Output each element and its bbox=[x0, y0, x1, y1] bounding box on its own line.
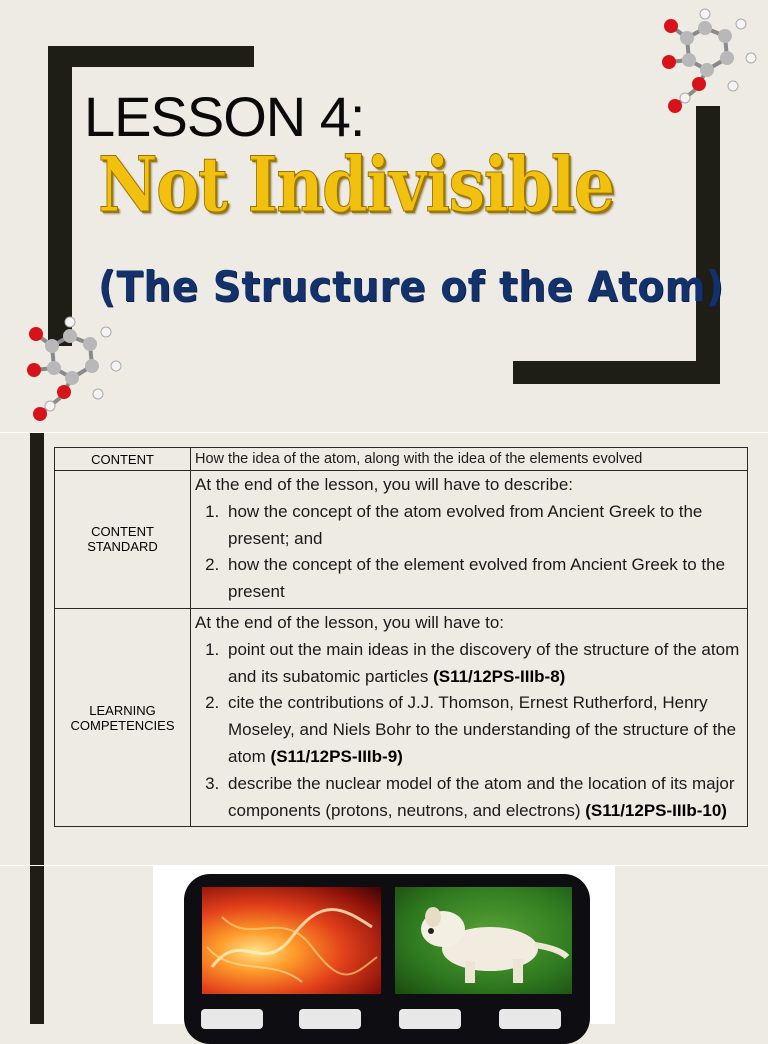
left-accent-bar bbox=[30, 866, 44, 1024]
competency-code: (S11/12PS-IIIb-9) bbox=[270, 746, 403, 766]
list-item: 1. point out the main ideas in the discovery of the structure of the atom and its subatomic particles (S11/12PS-IIIb-8) bbox=[224, 637, 743, 691]
list-item: 3. describe the nuclear model of the atom and the location of its major components (protons, neutrons, and electrons) (S11/12PS-IIIb-10) bbox=[224, 771, 743, 825]
table-row bbox=[55, 608, 748, 826]
content-label: CONTENT bbox=[55, 448, 191, 471]
learning-competencies-value bbox=[191, 608, 748, 826]
fire-image bbox=[202, 887, 381, 994]
frame-bottom-bar bbox=[513, 361, 720, 384]
standard-list bbox=[195, 499, 743, 606]
list-item: 2. how the concept of the element evolved from Ancient Greek to the present bbox=[224, 552, 743, 606]
competencies-intro: At the end of the lesson, you will have to: bbox=[195, 612, 505, 632]
letter-tile[interactable] bbox=[399, 1009, 461, 1029]
content-standard-label: CONTENT STANDARD bbox=[55, 471, 191, 609]
title-slide bbox=[0, 0, 768, 432]
lesson-subtitle: (The Structure of the Atom) bbox=[98, 262, 725, 311]
learning-competencies-label: LEARNING COMPETENCIES bbox=[55, 608, 191, 826]
content-standard-value bbox=[191, 471, 748, 609]
game-slide bbox=[0, 866, 768, 1024]
dog-image bbox=[395, 887, 572, 994]
frame-top-bar bbox=[48, 46, 254, 67]
lesson-number: LESSON 4: bbox=[84, 85, 365, 148]
content-value: How the idea of the atom, along with the idea of the elements evolved bbox=[191, 448, 748, 471]
lesson-table bbox=[54, 447, 748, 827]
table-row bbox=[55, 471, 748, 609]
competencies-list bbox=[195, 637, 743, 825]
competency-code: (S11/12PS-IIIb-8) bbox=[433, 666, 566, 686]
letter-tile[interactable] bbox=[299, 1009, 361, 1029]
competency-code: (S11/12PS-IIIb-10) bbox=[585, 800, 727, 820]
molecule-icon bbox=[655, 6, 767, 118]
letter-tile[interactable] bbox=[201, 1009, 263, 1029]
list-item: 1. how the concept of the atom evolved from Ancient Greek to the present; and bbox=[224, 499, 743, 553]
lesson-title: Not Indivisible bbox=[98, 140, 614, 229]
list-item: 2. cite the contributions of J.J. Thomson, Ernest Rutherford, Henry Moseley, and Niels Bohr to the understanding of the structure of the atom (S11/12PS-IIIb-9) bbox=[224, 690, 743, 770]
frame-left-bar bbox=[48, 46, 72, 346]
competency-slide bbox=[0, 433, 768, 865]
letter-tile[interactable] bbox=[499, 1009, 561, 1029]
frame-right-bar bbox=[696, 106, 720, 384]
picture-panel bbox=[153, 866, 615, 1024]
standard-intro: At the end of the lesson, you will have to describe: bbox=[195, 475, 574, 494]
table-row bbox=[55, 448, 748, 471]
left-accent-bar bbox=[30, 433, 44, 865]
molecule-icon bbox=[20, 314, 132, 426]
